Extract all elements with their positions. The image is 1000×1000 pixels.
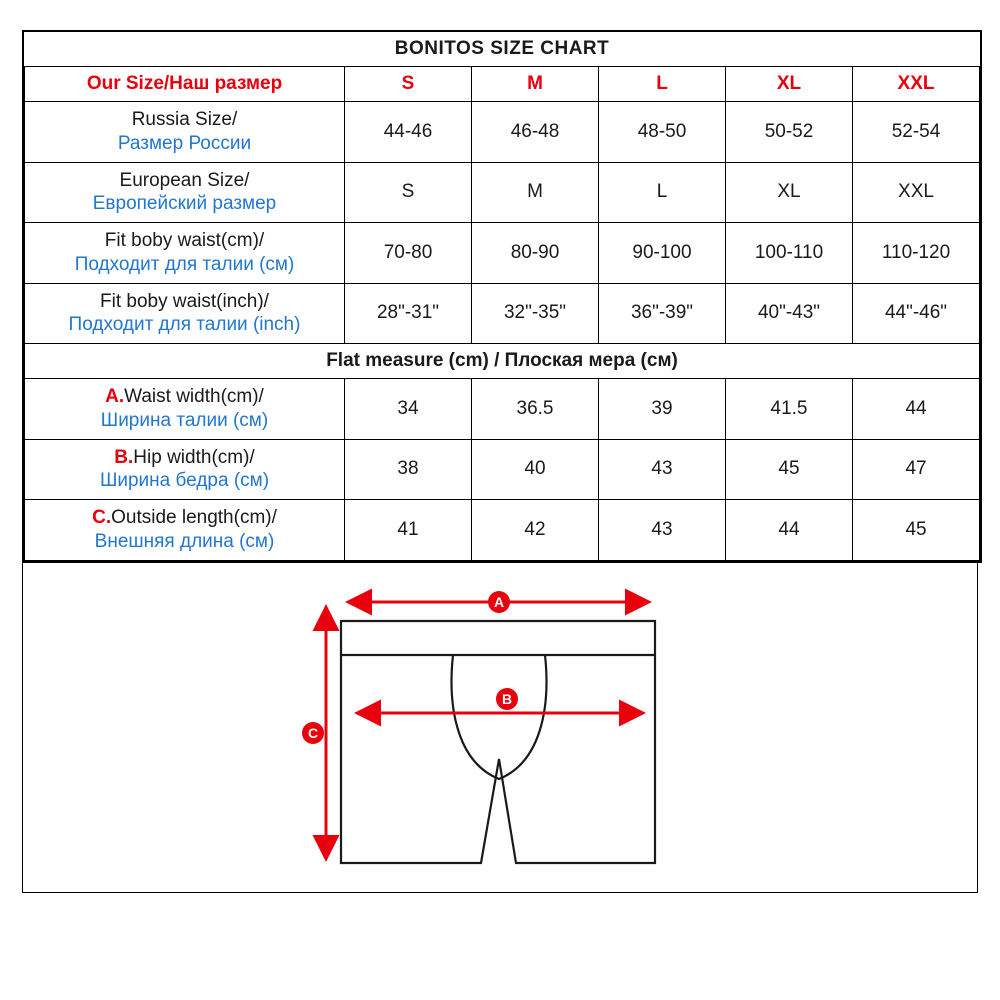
row-label-ru: Европейский размер [92, 193, 277, 215]
table-row [25, 379, 980, 440]
cell-value: 100-110 [726, 223, 853, 284]
row-label-en [29, 446, 340, 470]
table-row [25, 283, 980, 344]
table-row [25, 500, 980, 561]
measure-arrow-c [302, 607, 326, 859]
cell-value: M [472, 162, 599, 223]
header-size-m: M [472, 67, 599, 102]
cell-value: 36.5 [472, 379, 599, 440]
table-title-row [25, 32, 980, 67]
row-label-en: European Size/ [119, 169, 250, 191]
table-header-row [25, 67, 980, 102]
cell-value: 110-120 [853, 223, 980, 284]
header-size-s: S [345, 67, 472, 102]
cell-value: 41 [345, 500, 472, 561]
garment-outline [341, 621, 655, 863]
cell-value: 50-52 [726, 102, 853, 163]
cell-value: 32"-35" [472, 283, 599, 344]
row-label-en: Russia Size/ [131, 109, 238, 130]
cell-value: 44"-46" [853, 283, 980, 344]
measure-arrow-a [348, 591, 649, 613]
cell-value: 43 [599, 500, 726, 561]
measure-label-a: A [493, 593, 505, 610]
row-label-en [29, 385, 340, 409]
cell-value: 43 [599, 439, 726, 500]
header-size-l: L [599, 67, 726, 102]
cell-value: 40"-43" [726, 283, 853, 344]
cell-value: 46-48 [472, 102, 599, 163]
table-row [25, 102, 980, 163]
row-label-en: Fit boby waist(cm)/ [104, 230, 265, 251]
row-label-outside-length [25, 500, 345, 561]
cell-value: 90-100 [599, 223, 726, 284]
cell-value: 44 [726, 500, 853, 561]
header-row-label: Our Size/Наш размер [25, 67, 345, 102]
row-label-en-text: Outside length(cm)/ [111, 507, 277, 528]
cell-value: 70-80 [345, 223, 472, 284]
cell-value: 39 [599, 379, 726, 440]
cell-value: 36"-39" [599, 283, 726, 344]
measurement-diagram [22, 563, 978, 893]
cell-value: 41.5 [726, 379, 853, 440]
cell-value: 52-54 [853, 102, 980, 163]
cell-value: 38 [345, 439, 472, 500]
table-row [25, 162, 980, 223]
row-label-fit-body-waist-inch [25, 283, 345, 344]
row-label-ru: Размер России [117, 132, 252, 154]
table-row [25, 223, 980, 284]
section-header: Flat measure (cm) / Плоская мера (см) [25, 344, 980, 379]
row-label-en: Fit boby waist(inch)/ [100, 290, 269, 312]
header-size-xxl: XXL [853, 67, 980, 102]
cell-value: 44-46 [345, 102, 472, 163]
cell-value: 45 [853, 500, 980, 561]
flat-measure-section-row [25, 344, 980, 379]
measure-label-c: C [307, 724, 319, 741]
cell-value: 48-50 [599, 102, 726, 163]
cell-value: XXL [853, 162, 980, 223]
cell-value: 47 [853, 439, 980, 500]
row-label-en [29, 506, 340, 530]
cell-value: 42 [472, 500, 599, 561]
row-label-ru: Внешняя длина (см) [94, 530, 275, 552]
cell-value: S [345, 162, 472, 223]
measure-label-b: B [501, 690, 513, 707]
row-label-ru: Подходит для талии (см) [74, 253, 295, 275]
chart-frame [22, 30, 982, 563]
boxer-brief-diagram-svg [23, 563, 977, 892]
row-label-en-text: Hip width(cm)/ [133, 446, 255, 468]
measure-mark-b: B. [114, 446, 134, 468]
cell-value: 45 [726, 439, 853, 500]
measure-mark-a: A. [105, 386, 125, 407]
row-label-hip-width [25, 439, 345, 500]
cell-value: 28"-31" [345, 283, 472, 344]
cell-value: 80-90 [472, 223, 599, 284]
row-label-european-size [25, 162, 345, 223]
garment-body [341, 621, 655, 863]
page-title: BONITOS SIZE CHART [25, 32, 980, 67]
row-label-ru: Ширина талии (см) [100, 409, 269, 431]
size-table [24, 32, 980, 561]
cell-value: 40 [472, 439, 599, 500]
row-label-en-text: Waist width(cm)/ [124, 386, 264, 407]
cell-value: L [599, 162, 726, 223]
row-label-fit-body-waist-cm [25, 223, 345, 284]
row-label-ru: Подходит для талии (inch) [68, 314, 301, 336]
header-size-xl: XL [726, 67, 853, 102]
row-label-waist-width [25, 379, 345, 440]
table-row [25, 439, 980, 500]
cell-value: 44 [853, 379, 980, 440]
row-label-russia-size [25, 102, 345, 163]
measure-mark-c: C. [92, 507, 112, 528]
cell-value: XL [726, 162, 853, 223]
cell-value: 34 [345, 379, 472, 440]
row-label-ru: Ширина бедра (см) [99, 470, 270, 492]
